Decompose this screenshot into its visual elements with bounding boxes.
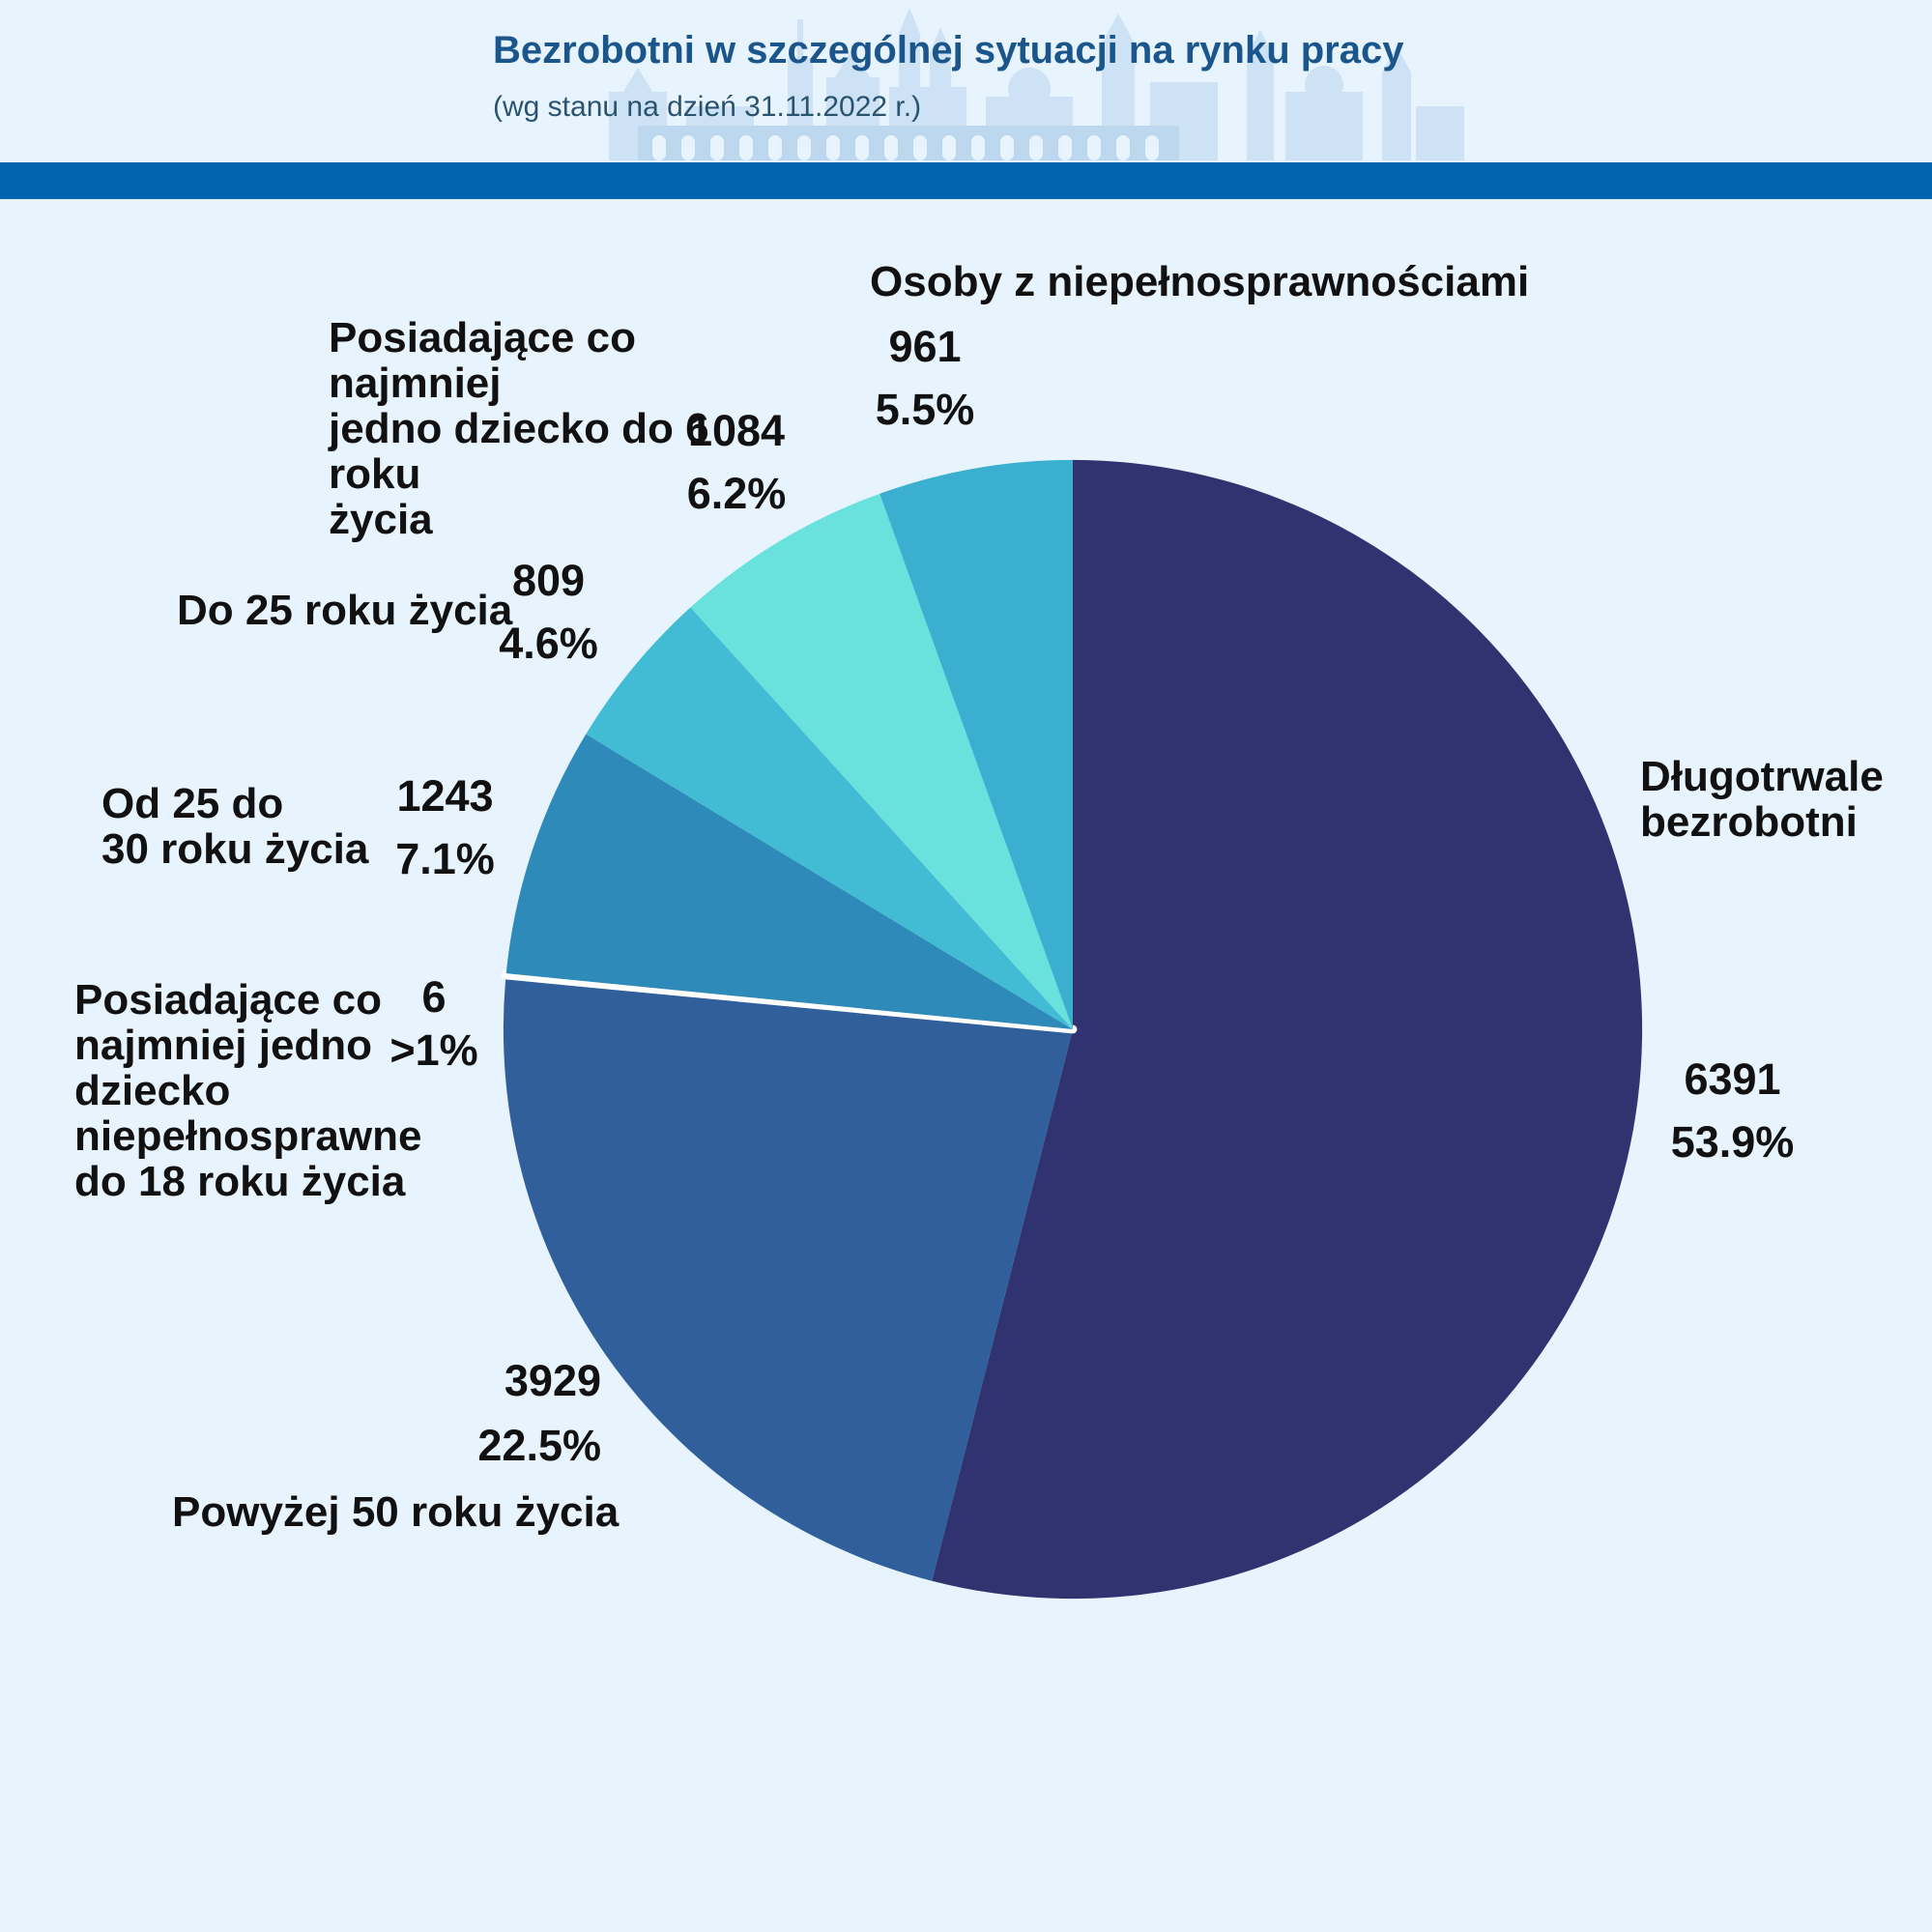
slice-percent: >1%: [389, 1025, 478, 1075]
label-line: do 18 roku życia: [74, 1158, 406, 1206]
slice-value: 1084: [687, 406, 786, 455]
value-dziecko-do-6: [640, 406, 833, 518]
label-line: Od 25 do: [101, 780, 284, 827]
label-line: Do 25 roku życia: [177, 587, 513, 634]
pie-chart: [498, 454, 1648, 1604]
page-title: Bezrobotni w szczególnej sytuacji na rynku pracy: [493, 29, 1404, 72]
slice-value: 1243: [396, 771, 494, 821]
label-line: Posiadające co najmniej: [329, 314, 636, 408]
slice-percent: 7.1%: [395, 834, 495, 883]
slice-percent: 4.6%: [499, 619, 598, 668]
label-line: Powyżej 50 roku życia: [172, 1488, 620, 1536]
page-subtitle: (wg stanu na dzień 31.11.2022 r.): [493, 91, 922, 123]
slice-percent: 22.5%: [477, 1421, 601, 1470]
value-osoby-niepelnosprawne: [828, 322, 1022, 434]
header: [0, 0, 1932, 162]
label-line: Posiadające co: [74, 976, 382, 1024]
slice-percent: 53.9%: [1670, 1117, 1795, 1167]
value-do-25: [464, 556, 633, 668]
slice-value: 6: [421, 972, 447, 1022]
label-line: 30 roku życia: [101, 825, 369, 874]
label-line: dziecko: [74, 1067, 231, 1115]
slice-value: 3929: [504, 1356, 601, 1405]
slice-value: 6391: [1684, 1054, 1781, 1104]
label-line: Długotrwale: [1640, 753, 1884, 800]
label-od-25-do-30: [101, 781, 368, 872]
label-line: jedno dziecko do 6 roku: [329, 405, 709, 499]
value-dlugotrwale-bezrobotni: [1633, 1054, 1831, 1167]
city-skyline-icon: [580, 0, 1469, 160]
slice-percent: 5.5%: [875, 385, 975, 434]
slice-percent: 6.2%: [686, 469, 787, 518]
label-powyzej-50: [172, 1356, 620, 1536]
pie-svg: [498, 454, 1648, 1604]
label-line: życia: [329, 496, 433, 544]
accent-bar: [0, 162, 1932, 199]
label-line: bezrobotni: [1640, 798, 1858, 847]
label-osoby-niepelnosprawne: [870, 259, 1529, 304]
slice-value: 961: [888, 322, 962, 371]
label-line: Osoby z niepełnosprawnościami: [870, 258, 1530, 305]
label-dlugotrwale-bezrobotni: [1640, 754, 1884, 845]
value-od-25-do-30: [360, 771, 530, 883]
label-do-25: [177, 588, 512, 633]
value-dziecko-niepelnosprawne-18: [361, 972, 506, 1075]
label-line: najmniej jedno: [74, 1022, 373, 1070]
label-line: niepełnosprawne: [74, 1112, 422, 1161]
slice-value: 809: [511, 556, 586, 605]
